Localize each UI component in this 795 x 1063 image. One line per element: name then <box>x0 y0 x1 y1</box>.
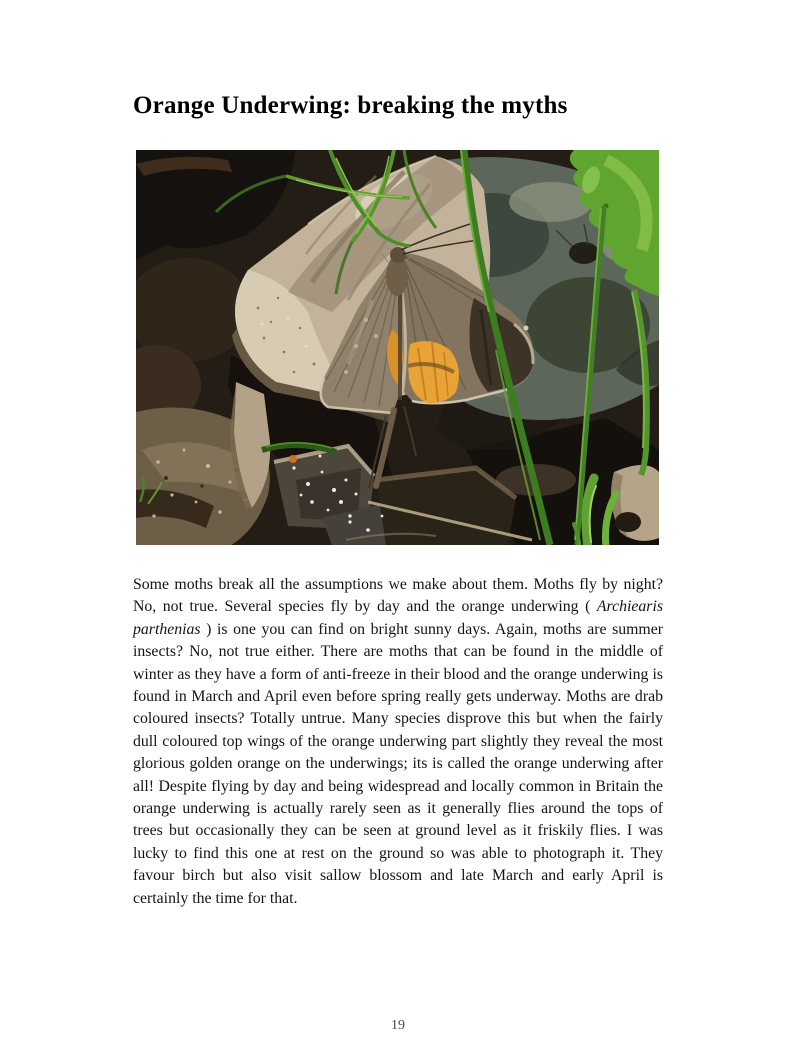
moth-photo <box>136 150 659 545</box>
page-title: Orange Underwing: breaking the myths <box>133 92 568 119</box>
orange-pebble <box>289 455 297 463</box>
paragraph-text-before: Some moths break all the assumptions we make about them. Moths fly by night? No, not true. Several species fly by day and the orange underwing ( <box>133 576 663 616</box>
species-name: Archiearis parthenias <box>133 598 663 638</box>
moth-photo-illustration <box>136 150 659 545</box>
body-paragraph <box>133 574 663 910</box>
paragraph-text-after: ) is one you can find on bright sunny days. Again, moths are summer insects? No, not true either. There are moths that can be found in the middle of winter as they have a form of anti-freeze in their blood and the orange underwing is found in March and April even before spring really gets underway. Moths are drab coloured insects? Totally untrue. Many species disprove this but when the fairly dull coloured top wings of the orange underwing part slightly they reveal the most glorious golden orange on the underwings; its is called the orange underwing after all! Despite flying by day and being widespread and locally common in Britain the orange underwing is actually rarely seen as it generally flies around the tops of trees but occasionally they can be seen at ground level as it friskily flies. I was lucky to find this one at rest on the ground so was able to photograph it. They favour birch but also visit sallow blossom and late March and early April is certainly the time for that. <box>133 620 663 907</box>
page-number: 19 <box>391 1018 405 1033</box>
